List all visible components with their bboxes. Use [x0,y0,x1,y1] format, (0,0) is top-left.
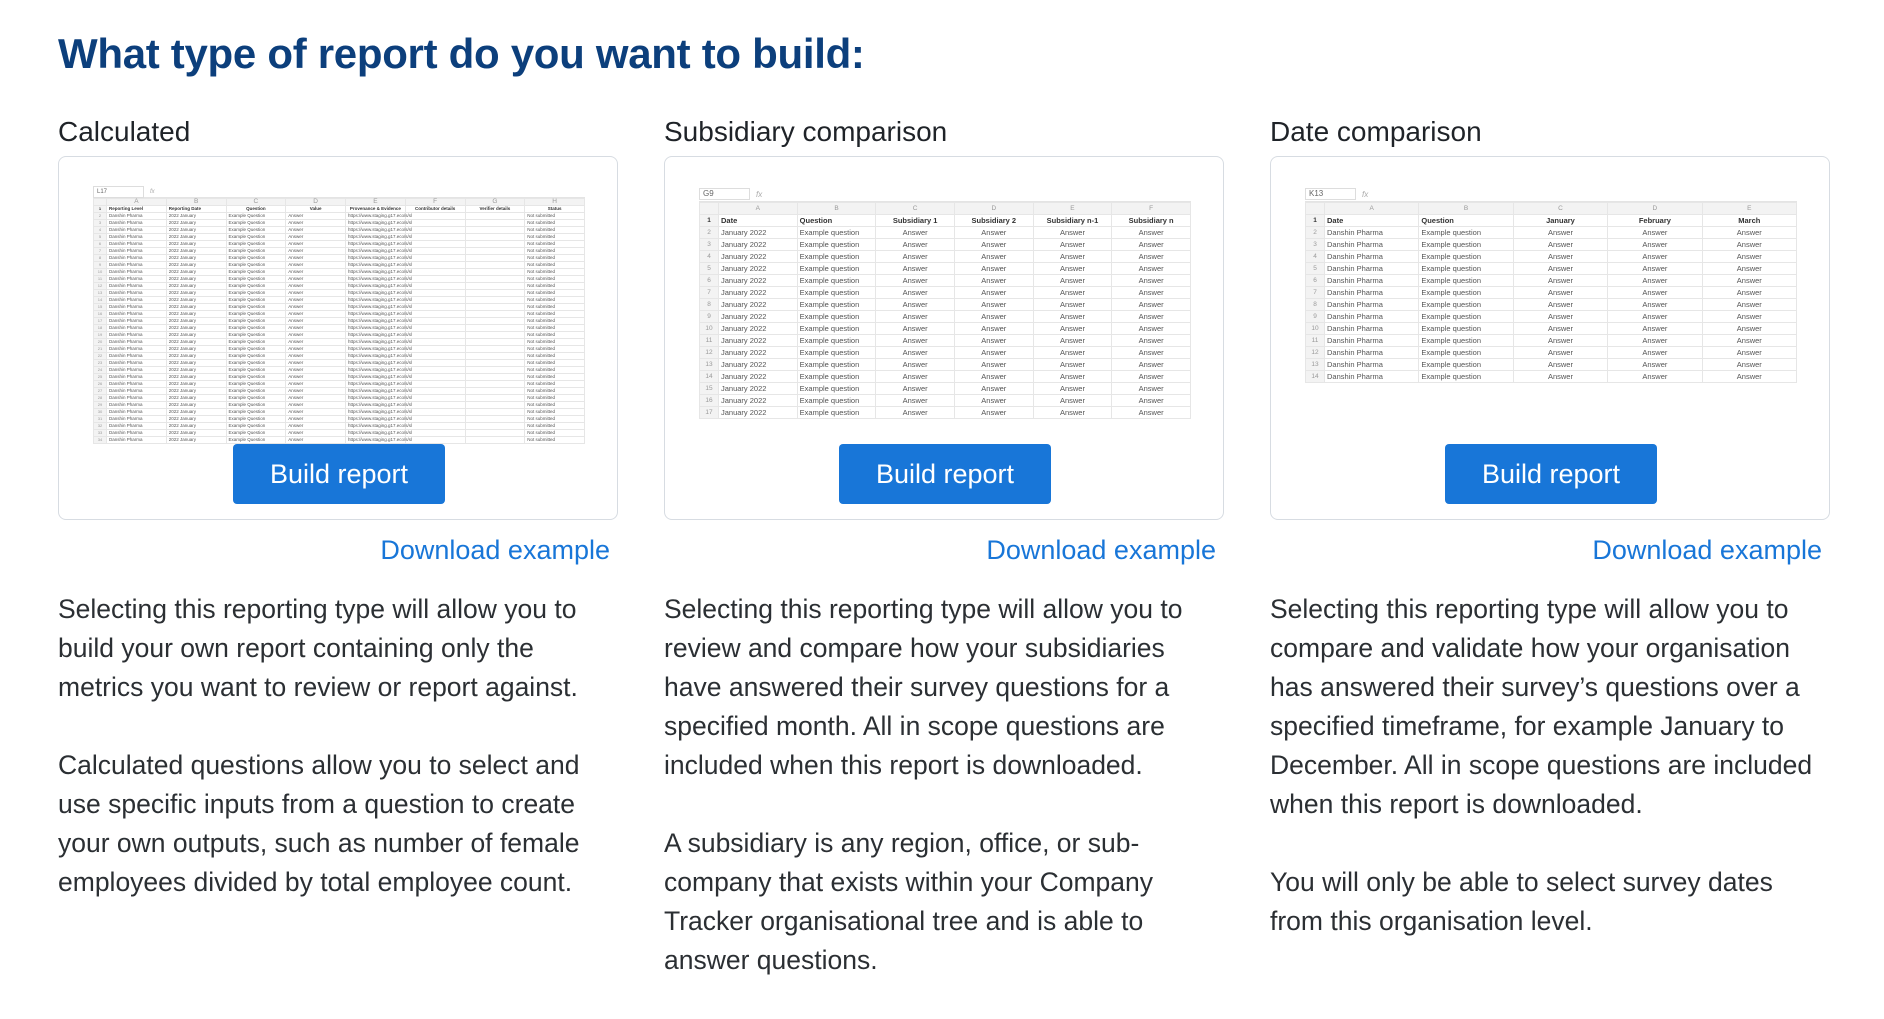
report-description: Selecting this reporting type will allow you to review and compare how your subsidiaries have answered their survey questions for a specified month. All in scope questions are included when this report is downloaded. A subsidiary is any region, office, or sub-company that exists within your Company Tracker organisational tree and is able to answer questions. [664,594,1183,975]
report-option-title: Calculated [58,116,191,147]
build-report-button[interactable]: Build report [839,444,1051,504]
report-option-title: Subsidiary comparison [664,116,948,147]
build-report-button[interactable]: Build report [233,444,445,504]
report-option-calculated [58,112,620,941]
preview-grid: A B C D E 1 Date Question January February March 2 Danshin Pharma Example question Answer Answer Answer 3 Danshin Pharma Example question Answer Answer Answer 4 Danshin Pharma Example question Answer Answer Answer 5 Danshin Pharma Example question Answer Answer Answer 6 Danshin Pharma Example question Answer Answer Answer 7 Danshin Pharma Example question Answer Answer Answer 8 Danshin Pharma Example question Answer Answer Answer 9 Danshin Pharma Example question Answer Answer Answer 10 Danshin Pharma Example question Answer Answer Answer 11 Danshin Pharma Example question Answer Answer Answer 12 Danshin Pharma Example question Answer Answer Answer 13 Danshin Pharma Example question Answer Answer Answer 14 Danshin Pharma Example question Answer Answer Answer [1305,202,1797,383]
report-preview-card [58,156,618,520]
preview-grid: A B C D E F 1 Date Question Subsidiary 1 Subsidiary 2 Subsidiary n-1 Subsidiary n 2 January 2022 Example question Answer Answer Answer Answer 3 January 2022 Example question Answer Answer Answer Answer 4 January 2022 Example question Answer Answer Answer Answer 5 January 2022 Example question Answer Answer Answer Answer 6 January 2022 Example question Answer Answer Answer Answer 7 January 2022 Example question Answer Answer Answer Answer 8 January 2022 Example question Answer Answer Answer Answer 9 January 2022 Example question Answer Answer Answer Answer 10 January 2022 Example question Answer Answer Answer Answer 11 January 2022 Example question Answer Answer Answer Answer 12 January 2022 Example question Answer Answer Answer Answer 13 January 2022 Example question Answer Answer Answer Answer 14 January 2022 Example question Answer Answer Answer Answer 15 January 2022 Example question Answer Answer Answer Answer 16 January 2022 Example question Answer Answer Answer Answer 17 January 2022 Example question Answer Answer Answer Answer [699,202,1191,419]
report-description: Selecting this reporting type will allow you to compare and validate how your organisation has answered their survey’s questions over a specified timeframe, for example January to December. All in scope questions are included when this report is downloaded. You will only be able to select survey dates from this organisation level. [1270,594,1813,936]
spreadsheet-preview-image: G9 fx A B C D E F 1 Date Question Subsidiary 1 Subsidiary 2 Subsidiary n-1 Subsidiary n 2 January 2022 Example question Answer Answer Answer Answer 3 January 2022 Example question Answer Answer Answer Answer 4 January 2022 Example question Answer Answer Answer Answer 5 January 2022 Example question Answer Answer Answer Answer 6 January 2022 Example question Answer Answer Answer Answer 7 January 2022 Example question Answer Answer Answer Answer 8 January 2022 Example question Answer Answer Answer Answer 9 January 2022 Example question Answer Answer Answer Answer 10 January 2022 Example question Answer Answer Answer Answer 11 January 2022 Example question Answer Answer Answer Answer 12 January 2022 Example question Answer Answer Answer Answer 13 January 2022 Example question Answer Answer Answer Answer 14 January 2022 Example question Answer Answer Answer Answer 15 January 2022 Example question Answer Answer Answer Answer 16 January 2022 Example question Answer Answer Answer Answer 17 January 2022 Example question Answer Answer Answer Answer [699,187,1191,417]
page-title: What type of report do you want to build: [58,30,865,77]
report-preview-card [1270,156,1830,520]
report-option-subsidiary-comparison [664,112,1226,1019]
report-option-date-comparison [1270,112,1832,980]
build-report-button[interactable]: Build report [1445,444,1657,504]
report-preview-card [664,156,1224,520]
spreadsheet-preview-image: L17 fx A B C D E F G H 1 Reporting Level Reporting Date Question Value Provenance & Evidence Contributor details Verifier details Status 2 Danshin Pharma 2022 January Example Question Answer https://www.staging.g17.eco/s/sl Not submitted 3 Danshin Pharma 2022 January Example Question Answer https://www.staging.g17.eco/s/sl Not submitted 4 Danshin Pharma 2022 January Example Question Answer https://www.staging.g17.eco/s/sl Not submitted 5 Danshin Pharma 2022 January Example Question Answer https://www.staging.g17.eco/s/sl Not submitted 6 Danshin Pharma 2022 January Example Question Answer https://www.staging.g17.eco/s/sl Not submitted 7 Danshin Pharma 2022 January Example Question Answer https://www.staging.g17.eco/s/sl Not submitted 8 Danshin Pharma 2022 January Example Question Answer https://www.staging.g17.eco/s/sl Not submitted 9 Danshin Pharma 2022 January Example Question Answer https://www.staging.g17.eco/s/sl Not submitted 10 Danshin Pharma 2022 January Example Question Answer https://www.staging.g17.eco/s/sl Not submitted 11 Danshin Pharma 2022 January Example Question Answer https://www.staging.g17.eco/s/sl Not submitted 12 Danshin Pharma 2022 January Example Question Answer https://www.staging.g17.eco/s/sl Not submitted 13 Danshin Pharma 2022 January Example Question Answer https://www.staging.g17.eco/s/sl Not submitted 14 Danshin Pharma 2022 January Example Question Answer https://www.staging.g17.eco/s/sl Not submitted 15 Danshin Pharma 2022 January Example Question Answer https://www.staging.g17.eco/s/sl Not submitted 16 Danshin Pharma 2022 January Example Question Answer https://www.staging.g17.eco/s/sl Not submitted 17 Danshin Pharma 2022 January Example Question Answer https://www.staging.g17.eco/s/sl Not submitted 18 Danshin Pharma 2022 January Example Question Answer https://www.staging.g17.eco/s/sl Not submitted 19 Danshin Pharma 2022 January Example Question Answer https://www.staging.g17.eco/s/sl Not submitted 20 Danshin Pharma 2022 January Example Question Answer https://www.staging.g17.eco/s/sl Not submitted 21 Danshin Pharma 2022 January Example Question Answer https://www.staging.g17.eco/s/sl Not submitted 22 Danshin Pharma 2022 January Example Question Answer https://www.staging.g17.eco/s/sl Not submitted 23 Danshin Pharma 2022 January Example Question Answer https://www.staging.g17.eco/s/sl Not submitted 24 Danshin Pharma 2022 January Example Question Answer https://www.staging.g17.eco/s/sl Not submitted 25 Danshin Pharma 2022 January Example Question Answer https://www.staging.g17.eco/s/sl Not submitted 26 Danshin Pharma 2022 January Example Question Answer https://www.staging.g17.eco/s/sl Not submitted 27 Danshin Pharma 2022 January Example Question Answer https://www.staging.g17.eco/s/sl Not submitted 28 Danshin Pharma 2022 January Example Question Answer https://www.staging.g17.eco/s/sl Not submitted 29 Danshin Pharma 2022 January Example Question Answer https://www.staging.g17.eco/s/sl Not submitted 30 Danshin Pharma 2022 January Example Question Answer https://www.staging.g17.eco/s/sl Not submitted 31 Danshin Pharma 2022 January Example Question Answer https://www.staging.g17.eco/s/sl Not submitted 32 Danshin Pharma 2022 January Example Question Answer https://www.staging.g17.eco/s/sl Not submitted 33 Danshin Pharma 2022 January Example Question Answer https://www.staging.g17.eco/s/sl Not submitted 34 Danshin Pharma 2022 January Example Question Answer https://www.staging.g17.eco/s/sl Not submitted [93,187,585,417]
report-description: Selecting this reporting type will allow you to build your own report containing only the metrics you want to review or report against. Calculated questions allow you to select and use specific inputs from a question to create your own outputs, such as number of female employees divided by total employee count. [58,594,580,897]
spreadsheet-preview-image: K13 fx A B C D E 1 Date Question January February March 2 Danshin Pharma Example question Answer Answer Answer 3 Danshin Pharma Example question Answer Answer Answer 4 Danshin Pharma Example question Answer Answer Answer 5 Danshin Pharma Example question Answer Answer Answer 6 Danshin Pharma Example question Answer Answer Answer 7 Danshin Pharma Example question Answer Answer Answer 8 Danshin Pharma Example question Answer Answer Answer 9 Danshin Pharma Example question Answer Answer Answer 10 Danshin Pharma Example question Answer Answer Answer 11 Danshin Pharma Example question Answer Answer Answer 12 Danshin Pharma Example question Answer Answer Answer 13 Danshin Pharma Example question Answer Answer Answer 14 Danshin Pharma Example question Answer Answer Answer [1305,187,1797,417]
download-example-link[interactable]: Download example [1592,535,1822,565]
download-example-link[interactable]: Download example [380,535,610,565]
report-option-title: Date comparison [1270,116,1482,147]
download-example-link[interactable]: Download example [986,535,1216,565]
preview-grid: A B C D E F G H 1 Reporting Level Reporting Date Question Value Provenance & Evidence Contributor details Verifier details Status 2 Danshin Pharma 2022 January Example Question Answer https://www.staging.g17.eco/s/sl Not submitted 3 Danshin Pharma 2022 January Example Question Answer https://www.staging.g17.eco/s/sl Not submitted 4 Danshin Pharma 2022 January Example Question Answer https://www.staging.g17.eco/s/sl Not submitted 5 Danshin Pharma 2022 January Example Question Answer https://www.staging.g17.eco/s/sl Not submitted 6 Danshin Pharma 2022 January Example Question Answer https://www.staging.g17.eco/s/sl Not submitted 7 Danshin Pharma 2022 January Example Question Answer https://www.staging.g17.eco/s/sl Not submitted 8 Danshin Pharma 2022 January Example Question Answer https://www.staging.g17.eco/s/sl Not submitted 9 Danshin Pharma 2022 January Example Question Answer https://www.staging.g17.eco/s/sl Not submitted 10 Danshin Pharma 2022 January Example Question Answer https://www.staging.g17.eco/s/sl Not submitted 11 Danshin Pharma 2022 January Example Question Answer https://www.staging.g17.eco/s/sl Not submitted 12 Danshin Pharma 2022 January Example Question Answer https://www.staging.g17.eco/s/sl Not submitted 13 Danshin Pharma 2022 January Example Question Answer https://www.staging.g17.eco/s/sl Not submitted 14 Danshin Pharma 2022 January Example Question Answer https://www.staging.g17.eco/s/sl Not submitted 15 Danshin Pharma 2022 January Example Question Answer https://www.staging.g17.eco/s/sl Not submitted 16 Danshin Pharma 2022 January Example Question Answer https://www.staging.g17.eco/s/sl Not submitted 17 Danshin Pharma 2022 January Example Question Answer https://www.staging.g17.eco/s/sl Not submitted 18 Danshin Pharma 2022 January Example Question Answer https://www.staging.g17.eco/s/sl Not submitted 19 Danshin Pharma 2022 January Example Question Answer https://www.staging.g17.eco/s/sl Not submitted 20 Danshin Pharma 2022 January Example Question Answer https://www.staging.g17.eco/s/sl Not submitted 21 Danshin Pharma 2022 January Example Question Answer https://www.staging.g17.eco/s/sl Not submitted 22 Danshin Pharma 2022 January Example Question Answer https://www.staging.g17.eco/s/sl Not submitted 23 Danshin Pharma 2022 January Example Question Answer https://www.staging.g17.eco/s/sl Not submitted 24 Danshin Pharma 2022 January Example Question Answer https://www.staging.g17.eco/s/sl Not submitted 25 Danshin Pharma 2022 January Example Question Answer https://www.staging.g17.eco/s/sl Not submitted 26 Danshin Pharma 2022 January Example Question Answer https://www.staging.g17.eco/s/sl Not submitted 27 Danshin Pharma 2022 January Example Question Answer https://www.staging.g17.eco/s/sl Not submitted 28 Danshin Pharma 2022 January Example Question Answer https://www.staging.g17.eco/s/sl Not submitted 29 Danshin Pharma 2022 January Example Question Answer https://www.staging.g17.eco/s/sl Not submitted 30 Danshin Pharma 2022 January Example Question Answer https://www.staging.g17.eco/s/sl Not submitted 31 Danshin Pharma 2022 January Example Question Answer https://www.staging.g17.eco/s/sl Not submitted 32 Danshin Pharma 2022 January Example Question Answer https://www.staging.g17.eco/s/sl Not submitted 33 Danshin Pharma 2022 January Example Question Answer https://www.staging.g17.eco/s/sl Not submitted 34 Danshin Pharma 2022 January Example Question Answer https://www.staging.g17.eco/s/sl Not submitted [93,198,585,444]
